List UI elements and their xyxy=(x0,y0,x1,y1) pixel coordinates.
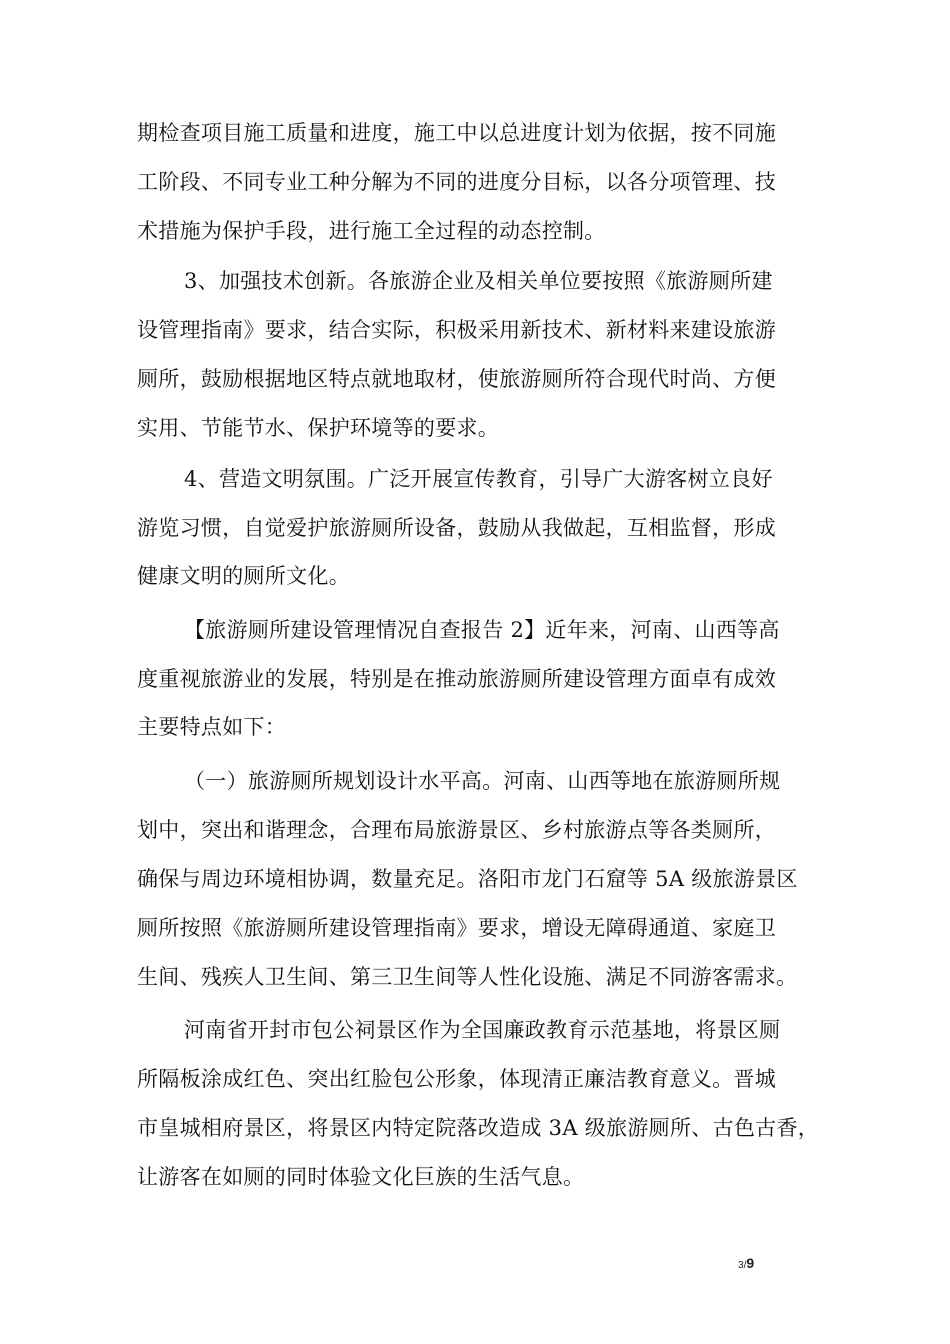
text-line: 度重视旅游业的发展，特别是在推动旅游厕所建设管理方面卓有成效 xyxy=(137,667,776,691)
text-line: 所隔板涂成红色、突出红脸包公形象，体现清正廉洁教育意义。晋城 xyxy=(137,1067,776,1091)
paragraph-first-line: 4、营造文明氛围。广泛开展宣传教育，引导广大游客树立良好 xyxy=(184,467,773,491)
text-line: 设管理指南》要求，结合实际，积极采用新技术、新材料来建设旅游 xyxy=(137,318,776,342)
paragraph-first-line: 3、加强技术创新。各旅游企业及相关单位要按照《旅游厕所建 xyxy=(184,269,773,293)
page-total: 9 xyxy=(746,1255,755,1271)
text-line: 划中，突出和谐理念，合理布局旅游景区、乡村旅游点等各类厕所， xyxy=(137,818,776,842)
text-line: 期检查项目施工质量和进度，施工中以总进度计划为依据，按不同施 xyxy=(137,121,776,145)
text-line: 厕所按照《旅游厕所建设管理指南》要求，增设无障碍通道、家庭卫 xyxy=(137,916,776,940)
text-line: 健康文明的厕所文化。 xyxy=(137,564,350,588)
paragraph-first-line: （一）旅游厕所规划设计水平高。河南、山西等地在旅游厕所规 xyxy=(184,769,781,793)
text-line: 确保与周边环境相协调，数量充足。洛阳市龙门石窟等 5A 级旅游景区 xyxy=(137,867,798,891)
text-line: 游览习惯，自觉爱护旅游厕所设备，鼓励从我做起，互相监督，形成 xyxy=(137,516,776,540)
text-line: 主要特点如下： xyxy=(137,715,287,739)
text-line: 术措施为保护手段，进行施工全过程的动态控制。 xyxy=(137,219,606,243)
paragraph-first-line: 河南省开封市包公祠景区作为全国廉政教育示范基地，将景区厕 xyxy=(184,1018,781,1042)
page-separator: / xyxy=(743,1260,747,1271)
text-line: 实用、节能节水、保护环境等的要求。 xyxy=(137,416,500,440)
text-line: 工阶段、不同专业工种分解为不同的进度分目标，以各分项管理、技 xyxy=(137,170,776,194)
text-line: 生间、残疾人卫生间、第三卫生间等人性化设施、满足不同游客需求。 xyxy=(137,965,798,989)
paragraph-first-line: 【旅游厕所建设管理情况自查报告 2】近年来，河南、山西等高 xyxy=(184,618,780,642)
text-line: 厕所，鼓励根据地区特点就地取材，使旅游厕所符合现代时尚、方便 xyxy=(137,367,776,391)
text-line: 市皇城相府景区，将景区内特定院落改造成 3A 级旅游厕所、古色古香， xyxy=(137,1116,820,1140)
text-line: 让游客在如厕的同时体验文化巨族的生活气息。 xyxy=(137,1165,585,1189)
page-number xyxy=(738,1255,754,1271)
page-current: 3 xyxy=(738,1260,744,1271)
